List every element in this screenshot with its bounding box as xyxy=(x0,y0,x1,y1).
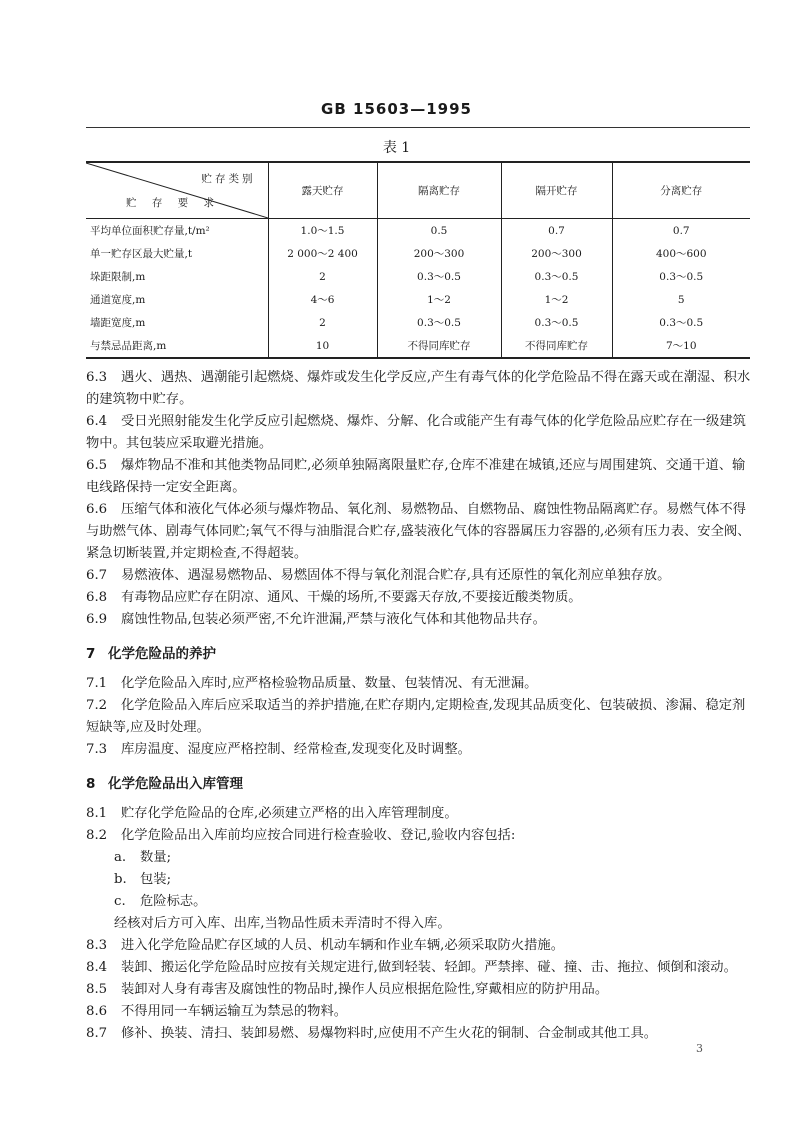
table-cell: 2 xyxy=(268,311,377,334)
clause-number: 8.7 xyxy=(86,1026,108,1041)
clause xyxy=(86,1001,756,1023)
clause xyxy=(86,935,756,957)
clause-number: 6.4 xyxy=(86,414,108,429)
table-row xyxy=(86,219,750,243)
clause-number: 8.4 xyxy=(86,960,108,975)
table-cell: 0.7 xyxy=(612,219,750,243)
clause xyxy=(86,499,756,565)
clause-number: 6.7 xyxy=(86,568,108,583)
table-cell: 1.0～1.5 xyxy=(268,219,377,243)
clause xyxy=(86,565,756,587)
storage-requirements-table xyxy=(86,161,750,359)
clause xyxy=(86,739,756,761)
clause-number: 7.3 xyxy=(86,742,108,757)
clause-text: 有毒物品应贮存在阴凉、通风、干燥的场所,不要露天存放,不要接近酸类物质。 xyxy=(121,590,582,605)
standard-code-header: GB 15603—1995 xyxy=(321,100,472,118)
table-cell: 0.5 xyxy=(377,219,501,243)
clause xyxy=(86,455,756,499)
table-cell: 0.3～0.5 xyxy=(377,311,501,334)
table-cell: 2 000～2 400 xyxy=(268,242,377,265)
clause-text: 受日光照射能发生化学反应引起燃烧、爆炸、分解、化合或能产生有毒气体的化学危险品应贮存在一级建筑物中。其包装应采取避光措施。 xyxy=(86,414,746,451)
table-cell: 400～600 xyxy=(612,242,750,265)
row-label: 墙距宽度,m xyxy=(90,317,146,329)
clause-text: 化学危险品出入库前均应按合同进行检查验收、登记,验收内容包括: xyxy=(121,828,516,843)
table-row xyxy=(86,242,750,265)
list-item xyxy=(86,847,756,869)
clause-text: 压缩气体和液化气体必须与爆炸物品、氧化剂、易燃物品、自燃物品、腐蚀性物品隔离贮存。易燃气体不得与助燃气体、剧毒气体同贮;氧气不得与油脂混合贮存,盛装液化气体的容器属压力容器的,必须有压力表、安全阀、紧急切断装置,并定期检查,不得超装。 xyxy=(86,502,751,561)
clause xyxy=(86,587,756,609)
list-text: 危险标志。 xyxy=(140,894,207,909)
column-header: 分离贮存 xyxy=(612,162,750,219)
table-cell: 4～6 xyxy=(268,288,377,311)
table-cell: 1～2 xyxy=(501,288,612,311)
clause-number: 6.9 xyxy=(86,612,108,627)
table-cell: 0.3～0.5 xyxy=(612,311,750,334)
table-corner-cell xyxy=(86,162,268,219)
paragraph: 经核对后方可入库、出库,当物品性质未弄清时不得入库。 xyxy=(114,916,451,931)
clause-number: 8.5 xyxy=(86,982,108,997)
clause-number: 8.2 xyxy=(86,828,108,843)
list-marker: b. xyxy=(114,872,127,887)
clause xyxy=(86,695,756,739)
table-row xyxy=(86,265,750,288)
clause-number: 6.6 xyxy=(86,502,108,517)
table-cell: 1～2 xyxy=(377,288,501,311)
clause xyxy=(86,609,756,631)
clause-text: 化学危险品入库时,应严格检验物品质量、数量、包装情况、有无泄漏。 xyxy=(121,676,538,691)
clause xyxy=(86,1023,756,1045)
row-label: 通道宽度,m xyxy=(90,294,146,306)
list-text: 包装; xyxy=(140,872,172,887)
section-heading-7 xyxy=(86,643,756,665)
table-cell: 0.3～0.5 xyxy=(612,265,750,288)
clause-number: 8.1 xyxy=(86,806,108,821)
clause-text: 化学危险品入库后应采取适当的养护措施,在贮存期内,定期检查,发现其品质变化、包装破损、渗漏、稳定剂短缺等,应及时处理。 xyxy=(86,698,746,735)
column-header: 隔离贮存 xyxy=(377,162,501,219)
table-row xyxy=(86,311,750,334)
clause-number: 6.8 xyxy=(86,590,108,605)
clause xyxy=(86,957,756,979)
table-cell: 0.3～0.5 xyxy=(501,265,612,288)
section-number: 7 xyxy=(86,646,96,662)
column-header: 露天贮存 xyxy=(268,162,377,219)
table-cell: 0.7 xyxy=(501,219,612,243)
list-marker: c. xyxy=(114,894,126,909)
row-label: 单一贮存区最大贮量,t xyxy=(90,248,193,260)
table-cell: 0.3～0.5 xyxy=(501,311,612,334)
clause-number: 7.2 xyxy=(86,698,108,713)
table-cell: 不得同库贮存 xyxy=(501,334,612,358)
header-rule xyxy=(86,127,750,128)
row-label: 平均单位面积贮存量,t/m² xyxy=(90,225,210,237)
corner-label-storage-requirement: 贮 存 要 求 xyxy=(126,197,221,209)
clause-text: 遇火、遇热、遇潮能引起燃烧、爆炸或发生化学反应,产生有毒气体的化学危险品不得在露天或在潮湿、积水的建筑物中贮存。 xyxy=(86,370,751,407)
page-number: 3 xyxy=(696,1042,703,1055)
section-title: 化学危险品的养护 xyxy=(108,646,216,662)
row-label: 垛距限制,m xyxy=(90,271,146,283)
clause-text: 不得用同一车辆运输互为禁忌的物料。 xyxy=(121,1004,348,1019)
clause-number: 6.3 xyxy=(86,370,108,385)
table-cell: 200～300 xyxy=(501,242,612,265)
table-title: 表 1 xyxy=(382,140,411,156)
row-label: 与禁忌品距离,m xyxy=(90,340,167,352)
clause-number: 8.3 xyxy=(86,938,108,953)
clause xyxy=(86,803,756,825)
clause-text: 进入化学危险品贮存区域的人员、机动车辆和作业车辆,必须采取防火措施。 xyxy=(121,938,565,953)
clause-text: 库房温度、湿度应严格控制、经常检查,发现变化及时调整。 xyxy=(121,742,471,757)
table-cell: 不得同库贮存 xyxy=(377,334,501,358)
table-cell: 0.3～0.5 xyxy=(377,265,501,288)
clause xyxy=(86,367,756,411)
table-row xyxy=(86,288,750,311)
clause xyxy=(86,979,756,1001)
clause xyxy=(86,673,756,695)
column-header: 隔开贮存 xyxy=(501,162,612,219)
body-text xyxy=(86,367,756,1045)
clause-text: 贮存化学危险品的仓库,必须建立严格的出入库管理制度。 xyxy=(121,806,458,821)
section-heading-8 xyxy=(86,773,756,795)
clause-text: 修补、换装、清扫、装卸易燃、易爆物料时,应使用不产生火花的铜制、合金制或其他工具。 xyxy=(121,1026,658,1041)
list-item xyxy=(86,869,756,891)
clause-text: 易燃液体、遇湿易燃物品、易燃固体不得与氧化剂混合贮存,具有还原性的氧化剂应单独存放。 xyxy=(121,568,671,583)
table-cell: 200～300 xyxy=(377,242,501,265)
table-row xyxy=(86,334,750,358)
table-cell: 10 xyxy=(268,334,377,358)
clause-text: 爆炸物品不准和其他类物品同贮,必须单独隔离限量贮存,仓库不准建在城镇,还应与周围建筑、交通干道、输电线路保持一定安全距离。 xyxy=(86,458,746,495)
clause-text: 装卸、搬运化学危险品时应按有关规定进行,做到轻装、轻卸。严禁摔、碰、撞、击、拖拉、倾倒和滚动。 xyxy=(121,960,737,975)
clause-number: 8.6 xyxy=(86,1004,108,1019)
list-item xyxy=(86,891,756,913)
table-cell: 5 xyxy=(612,288,750,311)
corner-label-storage-type: 贮存类别 xyxy=(201,173,256,185)
list-text: 数量; xyxy=(140,850,172,865)
clause-number: 6.5 xyxy=(86,458,108,473)
table-cell: 2 xyxy=(268,265,377,288)
clause-text: 装卸对人身有毒害及腐蚀性的物品时,操作人员应根据危险性,穿戴相应的防护用品。 xyxy=(121,982,609,997)
section-title: 化学危险品出入库管理 xyxy=(108,776,243,792)
clause xyxy=(86,825,756,847)
table-header-row xyxy=(86,162,750,219)
clause-number: 7.1 xyxy=(86,676,108,691)
table-cell: 7～10 xyxy=(612,334,750,358)
list-marker: a. xyxy=(114,850,127,865)
clause-text: 腐蚀性物品,包装必须严密,不允许泄漏,严禁与液化气体和其他物品共存。 xyxy=(121,612,546,627)
clause xyxy=(86,411,756,455)
section-number: 8 xyxy=(86,776,96,792)
